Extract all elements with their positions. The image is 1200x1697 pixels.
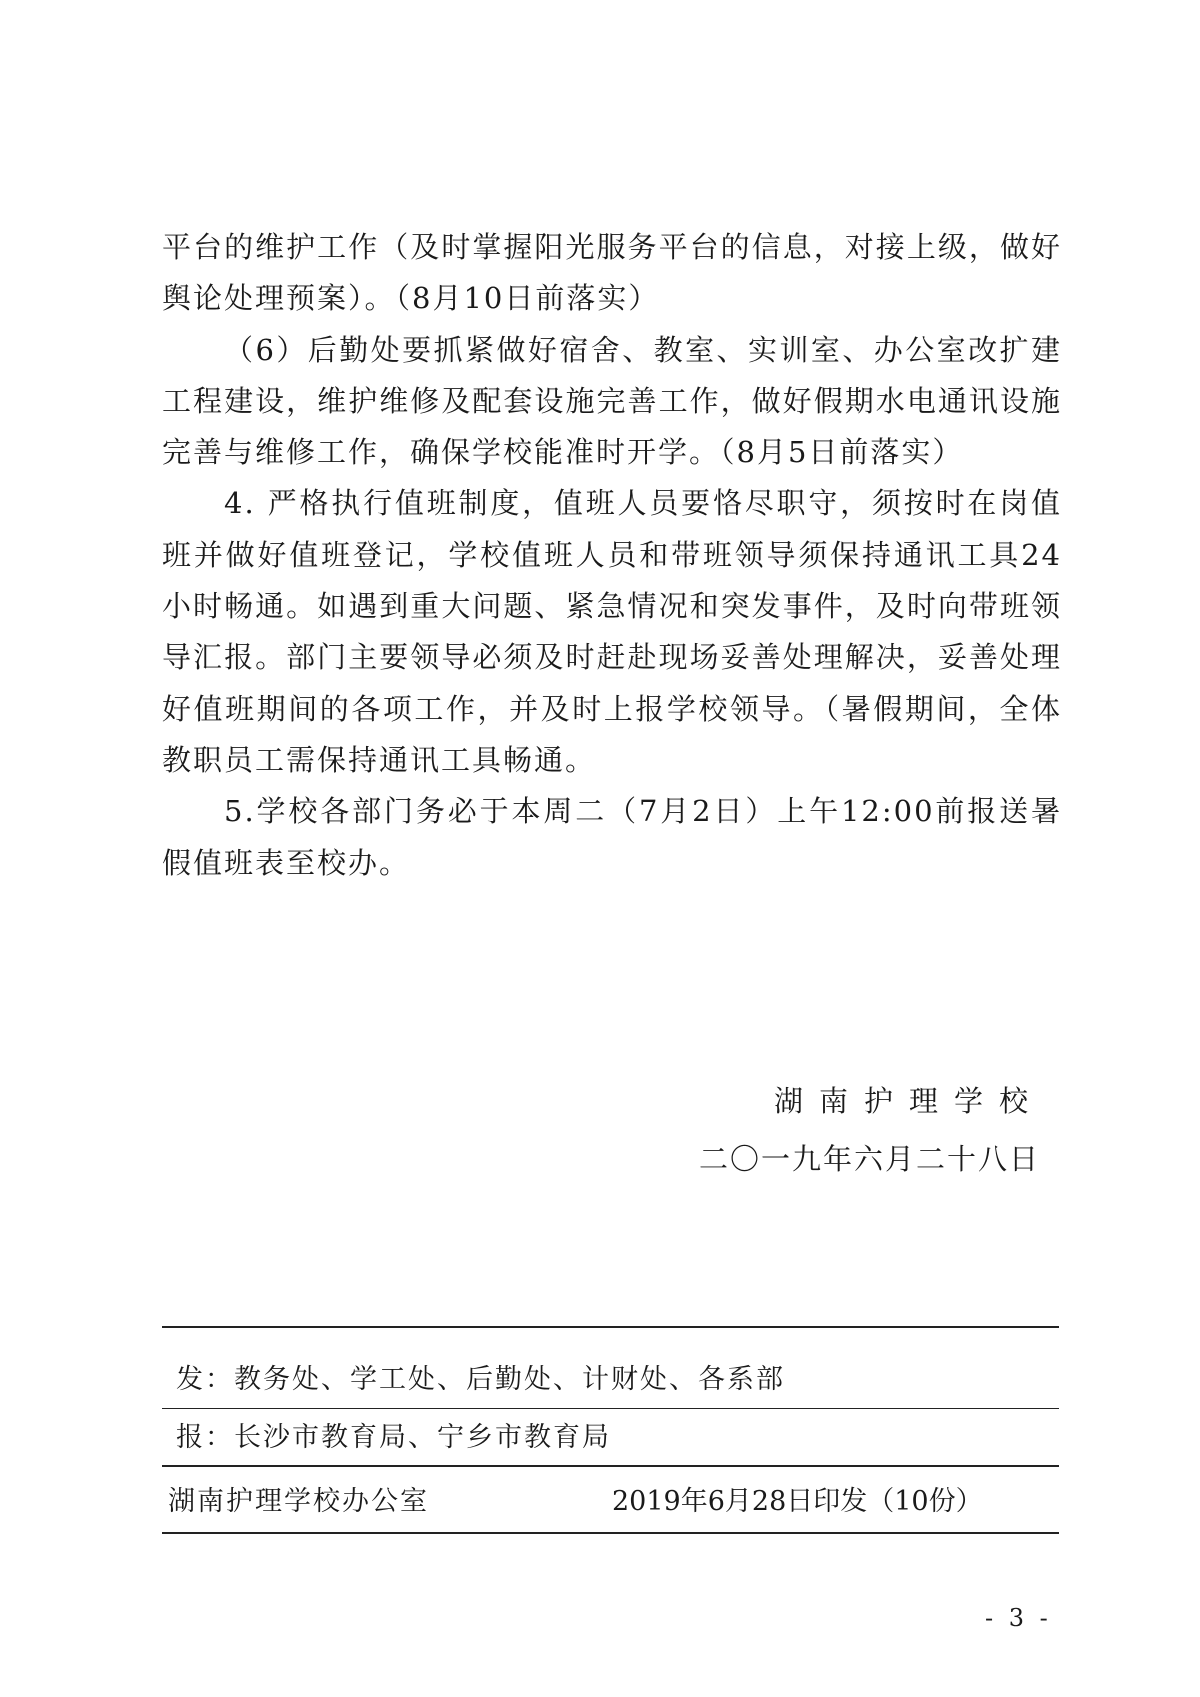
body-paragraph-3: 4. 严格执行值班制度，值班人员要恪尽职守，须按时在岗值班并做好值班登记，学校值班人员和带班领导须保持通讯工具24小时畅通。如遇到重大问题、紧急情况和突发事件，及时向带班领导汇报。部门主要领导必须及时赶赴现场妥善处理解决，妥善处理好值班期间的各项工作，并及时上报学校领导。（暑假期间，全体教职员工需保持通讯工具畅通。	[162, 486, 1062, 777]
distribution-report-to: 报：长沙市教育局、宁乡市教育局	[176, 1422, 611, 1453]
page-number: - 3 -	[985, 1604, 1052, 1632]
body-paragraph-2: （6）后勤处要抓紧做好宿舍、教室、实训室、办公室改扩建工程建设，维护维修及配套设施完善工作，做好假期水电通讯设施完善与维修工作，确保学校能准时开学。（8月5日前落实）	[162, 332, 1062, 470]
distribution-top-rule	[162, 1326, 1059, 1328]
document-body	[162, 222, 1062, 889]
signature-organization: 湖南护理学校	[773, 1084, 1044, 1118]
body-paragraph-1: 平台的维护工作（及时掌握阳光服务平台的信息，对接上级，做好舆论处理预案）。（8月10日前落实）	[162, 230, 1062, 316]
issuer-office: 湖南护理学校办公室	[168, 1486, 429, 1517]
signature-date: 二〇一九年六月二十八日	[698, 1142, 1040, 1176]
footer-top-rule	[162, 1465, 1059, 1467]
distribution-middle-rule	[162, 1408, 1059, 1409]
signature-block	[698, 1072, 1044, 1188]
footer-bottom-rule	[162, 1532, 1059, 1534]
issued-date: 2019年6月28日印发（10份）	[612, 1486, 983, 1517]
distribution-send-to: 发：教务处、学工处、后勤处、计财处、各系部	[176, 1364, 785, 1395]
body-paragraph-4: 5.学校各部门务必于本周二（7月2日）上午12:00前报送暑假值班表至校办。	[162, 794, 1062, 880]
